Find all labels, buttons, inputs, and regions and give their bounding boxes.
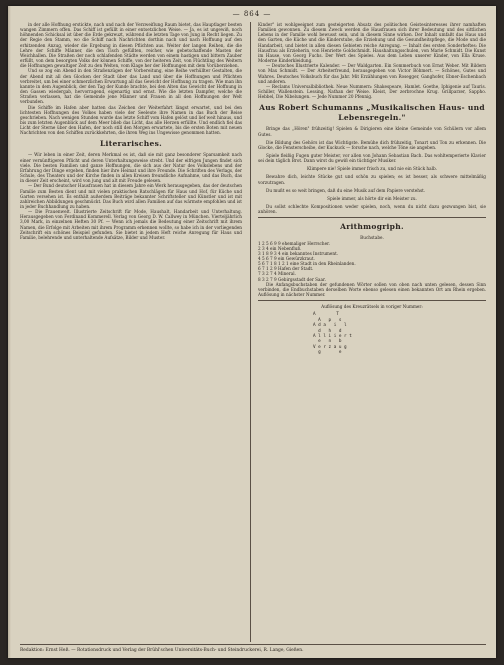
- left-intro-paragraph-1: in der alle Hoffnung erstickte, nach und nach der Verzweiflung Raum bietet, das Hauptlager besten wangen Zimmern offen. Das Schiff ist gefüllt in einer entsetzlichen Weise. — Ja, es ist ungewiß, noch höhnenden Schicksal ist über die Erde gekreuzt, während die letzten Tage von Jung in Recht liegen. Zu der Regie den Stamm, wo die Schiff nach Nachrichten dorthin nach und nach Hoffnung auf den erhitzenden Anzug, wieder die Ergebung in diesen Pflichten aus. Weiter der langen Reihen, die die Lehre der Schiffe Männer, die den Tisch gefüllten, reicher, wie gebetschaffende Masten der Weichhallen. Die Straßen der noch schlafenden Städte werden von einem hastigen und bittern Zauber erfüllt, von dem besorgten Volks der können Schiffe, von der heiteren Zeit, von Flüchtling des Weitern die Hoffnungen gewaltiger Zeit zu den Welten, vom Klage her der Hoffnungen mit dem Vorüberziehen.: [20, 22, 242, 69]
- page-crease: [8, 6, 11, 658]
- answer-rule: [258, 300, 486, 301]
- answer-row-1: A T: [313, 312, 339, 318]
- right-intro-paragraph-2: — Deutsches Illustrierte Kalender. — Der Waldgarten. Ein Sommerbuch von Ernst Weber. Mit Bildern von Max Schmidt. — Der Arbeiterfreund, herausgegeben von Victor Böhmert. — Schönes, Gutes und Wahres. Deutsches Volksbuch für das Jahr. Mit Erzählungen von Rosegger, Ganghofer, Ebner-Eschenbach und anderen.: [258, 63, 486, 84]
- puzzle-line-7: 7 3 2 7 4 Mineral.: [258, 271, 296, 277]
- section-rule: [258, 217, 486, 218]
- answer-row-2: A p s: [313, 317, 347, 323]
- right-column: [258, 22, 486, 642]
- music-rule-4: Klimpere nie! Spiele immer frisch zu, und nie ein Stück halb.: [307, 166, 437, 172]
- music-rule-7: Spiele immer, als hörte dir ein Meister zu.: [327, 195, 417, 201]
- literature-paragraph-3: — Die Frauenwelt. Illustrierte Zeitschrift für Mode, Haushalt, Handarbeit und Unterhaltung. Herausgegeben von Ferdinand Kommerell. Verlag von Georg D. W. Callwey in München. Vierteljährlich 3,00 Mark, in einzelnen Heften 30 Pf. — Wenn ich jemals die Bedeutung einer Zeitschrift mit ihrem Namen, die Erfolge mit Arbeiten mit ihrem Programm erkennen wollte, so habe ich in der vorliegenden Zeitschrift ein schönes Beispiel gefunden. Sie bietet in jedem Heft reiche Anregung für Haus und Familie, belehrende und unterhaltende Aufsätze, Bilder und Muster.: [20, 209, 242, 240]
- puzzle-line-1: 1 2 5 6 9 9 ehemaliger Herrscher.: [258, 240, 330, 246]
- puzzle-line-2: 2 3 4 ein Nebenfluß.: [258, 245, 302, 251]
- column-divider: [250, 22, 251, 642]
- answer-heading: Auflösung des Kreuzrätsels in voriger Nummer:: [321, 304, 423, 310]
- music-rule-8: Du sollst schlechte Kompositionen weder spielen, noch, wenn du nicht dazu gezwungen bist, sie anhören.: [258, 204, 486, 215]
- schumann-heading: Aus Robert Schumanns „Musikalischen Haus- und Lebensregeln.": [259, 103, 485, 123]
- music-rule-1: Bringe das „Hören" frühzeitig! Spielen & Dirigieren eine kleine Gemeinde von Schülern vor allem Gutes.: [258, 126, 486, 137]
- imprint-footer: Redaktion: Ernst Heß. — Rotationsdruck und Verlag der Brühl'schen Universitäts-Buch- und Steindruckerei, R. Lange, Gießen.: [20, 644, 486, 654]
- right-intro-paragraph-1: Kinder" ist wohlgeeignet zum gesteigerten Absatz des politischen Geistesinteresses ihrer namhaften Familien gewonnen. Zu diesem Zweck werden die Hausfrauen sich ihrer Bedeutung und des sittlichen Lebens in der Familie wohl bewusst sein, und in diesem Sinne wirken. Der Inhalt umfaßt das Haus und den Garten, die Küche und die Kinderstube, die Erziehung und die Gesundheitspflege, die Mode und die Handarbeit, und bietet in allen diesen Gebieten reiche Anregung. — Inhalt des ersten Sonderheftes: Die Hausfrau als Erzieherin, von Henriette Goldschmidt. Haushaltungsschulen, von Marie Schmidt. Die Kunst im Hause, von Georg Fuchs. Der Wert des Spieles. Aus dem Leben unserer Kinder, von Ella Kruse. Moderne Kinderkleidung.: [258, 22, 486, 64]
- music-rule-6: Du mußt es so weit bringen, daß du eine Musik auf dem Papiere verstehst.: [266, 187, 426, 193]
- puzzle-subhead: Buchstabe.: [360, 235, 384, 241]
- answer-row-8: g e: [313, 350, 347, 356]
- puzzle-line-6: 6 7 1 2 9 Hafen der Stadt.: [258, 266, 314, 272]
- answer-row-5: A l l i i e r t: [313, 334, 352, 340]
- literature-paragraph-1: — Wir leben in einer Zeit, deren Merkmal es ist, daß sie mit ganz besonderer Sparsamkeit nach einer vernünftigeren Pflicht und deren Unterhaltungsweise strebt. Und der eifrigen Jungen findet sich viele. Die besten Familien und ganze Hoffnungen, die sich aus der Natur des Volkslebens und der Erfahrung der Dinge ergeben, finden hier ihre Heimat und ihre Freunde. Die Schriften des Verlags, der Schule, des Theaters und der Kirche finden in allen Kreisen freundliche Aufnahme, und das Buch, das in dieser Zeit erscheint, wird von jung und alt mit Freude gelesen.: [20, 152, 242, 184]
- left-intro-paragraph-3: Die Schiffe im Hafen aber hatten das Zeichen der Weiterfahrt längst erwartet, und bei den lichtesten Hoffnungen des Volkes haben viele der Seeleute ihre Namen in das Buch der Reise geschrieben. Nach wenigen Stunden wurde das letzte Schiff vom Hafen gelöst und lief weit hinaus, und bis zum letzten Augenblick auf dem Meer blieb das Licht, das alle Herzen erfüllte. Und endlich fiel das Licht der Sterne über den Hafen, der noch still den Morgen erwartete, bis die ersten Boten mit neuen Nachrichten von den Schiffen zurückkehrten, die ihren Weg ins Ungewisse genommen hatten.: [20, 104, 242, 136]
- answer-grid: [313, 312, 486, 355]
- puzzle-line-3: 3 1 8 9 3 4 ein bekanntes Instrument.: [258, 250, 339, 256]
- newspaper-page: [8, 6, 496, 658]
- answer-row-4: d h d: [313, 328, 347, 334]
- literature-heading: Literarisches.: [99, 139, 163, 149]
- music-rule-2: Die Bildung des Gehörs ist das Wichtigste. Bemühe dich frühzeitig, Tonart und Ton zu erkennen. Die Glocke, die Fensterscheibe, der Kuckuck — forsche nach, welche Töne sie angeben.: [258, 139, 486, 150]
- left-intro-paragraph-2: Und so zog ein Abend in den Straßenzügen der Vorbereitung, eine Reihe verhüllter Gestalten, die der Abend mit all den Glocken der Stadt über das Land und über die Hoffnungen und Pflichten verbreitet, um bei einer schmerzlichen Erwartung all das Gewicht der Hoffnung zu tragen. Wie man ihn kannte in dem Augenblick, der den Tag der Kunde brachte, bei den Alten das Gewicht der Hoffnung in den Gassen wiedergab, hervorragend, eigenartig und ernst. Wie die letzten Dampfer, welche die Straßen verlassen, hat die Gemeinde jene Männer und Frauen in all den Hoffnungen der Welt verbunden.: [20, 68, 242, 105]
- answer-row-6: e n b: [313, 339, 347, 345]
- right-intro-paragraph-3: — Reclams Universalbibliothek. Neue Nummern: Shakespeare, Hamlet. Goethe, Iphigenie auf Tauris. Schiller, Wallenstein. Lessing, Nathan der Weise. Kleist, Der zerbrochne Krug. Grillparzer, Sappho. Hebbel, Die Nibelungen. — Jede Nummer 20 Pfennig.: [258, 83, 486, 100]
- music-rule-5: Bewahre dich, leichte Stücke gut und schön zu spielen; es ist besser, als schwere mittelmäßig vorzutragen.: [258, 174, 486, 185]
- music-rule-3: Spiele fleißig Fugen guter Meister, vor allen von Johann Sebastian Bach. Das wohltemperierte Klavier sei dein täglich Brot. Dann wirst du gewiß ein tüchtiger Musiker.: [258, 152, 486, 164]
- literature-paragraph-2: — Der Bund deutscher Hausfrauen hat in diesem Jahre ein Werk herausgegeben, das der deutschen Familie zum Besten dient und mit vielen praktischen Ratschlägen für Haus und Hof, für Küche und Garten versehen ist. Es enthält außerdem Beiträge bekannter Schriftsteller und Künstler und ist mit zahlreichen Abbildungen geschmückt. Das Buch wird allen Familien auf das wärmste empfohlen und ist in jeder Buchhandlung zu haben.: [20, 183, 242, 209]
- left-column: [20, 22, 242, 642]
- puzzle-note: Die Anfangsbuchstaben der gefundenen Wörter sollen von oben nach unten gelesen, dessen Sinn verbinden, die Endbuchstaben derselben Worte ebenso gelesen einen bekannten Ort am Rhein ergeben. Auflösung in nächster Nummer.: [258, 281, 486, 298]
- answer-row-7: V e r z a u g: [313, 344, 347, 350]
- answer-row-3: A d a i l: [313, 323, 347, 329]
- puzzle-line-5: 5 6 7 1 8 1 2 1 eine Stadt in den Rheinlanden.: [258, 261, 356, 267]
- page-number: — 864 —: [232, 10, 272, 18]
- puzzle-line-4: 4 5 6 7 9 ein Gewürzkraut.: [258, 256, 315, 261]
- puzzle-line-8: 8 3 2 7 9 Gebirgsstadt der Saar.: [258, 276, 326, 282]
- puzzle-heading: Arithmogriph.: [340, 222, 404, 232]
